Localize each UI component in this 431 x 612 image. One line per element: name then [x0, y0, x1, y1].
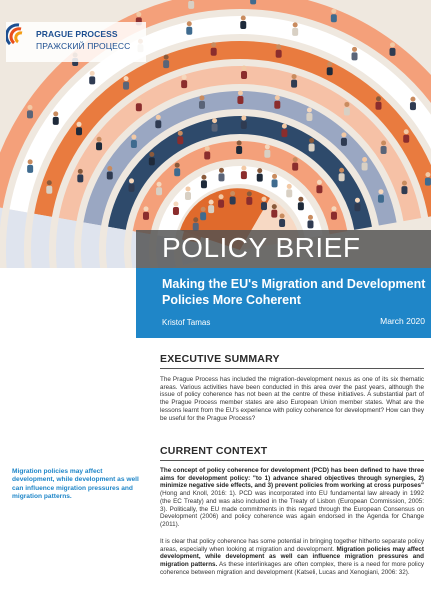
- coherence-highlight: Migration policies may affect development, while development as well can influence migration pressures and migration patterns.: [160, 545, 424, 569]
- pcd-history: (Hong and Knoll, 2016: 1). PCD was incorporated into EU fundamental law already in 1992 (the EC Treaty) and was also included in the Treaty of Lisbon (European Commission, 2005: 3). Politically, the EU made commitments in this regard through the European Consensus on Development (2006) and policy coherence was again endorsed in the Agenda for Change (2011).: [160, 490, 424, 528]
- seated-person-head: [280, 214, 285, 219]
- seated-person-head: [331, 206, 336, 211]
- seated-person-head: [156, 115, 161, 120]
- seated-person-body: [212, 124, 218, 132]
- seated-person-body: [257, 174, 263, 182]
- seated-person-body: [279, 219, 285, 227]
- seated-person-body: [264, 150, 270, 158]
- seated-person-body: [89, 76, 95, 84]
- seated-person-body: [362, 162, 368, 170]
- publication-date: March 2020: [380, 316, 425, 326]
- seating-row-aisle: [40, 215, 47, 268]
- seated-person-head: [381, 140, 386, 145]
- seated-person-head: [261, 197, 266, 202]
- seated-person-body: [173, 207, 179, 215]
- seated-person-body: [327, 67, 333, 75]
- seated-person-head: [212, 118, 217, 123]
- seated-person-body: [339, 173, 345, 181]
- seated-person-head: [265, 144, 270, 149]
- seated-person-head: [28, 159, 33, 164]
- seated-person-head: [390, 42, 395, 47]
- seated-person-body: [236, 146, 242, 154]
- seated-person-body: [261, 202, 267, 210]
- seated-person-body: [128, 184, 134, 192]
- seated-person-body: [241, 71, 247, 79]
- seating-row-aisle: [65, 220, 71, 268]
- seated-person-head: [187, 21, 192, 26]
- seated-person-body: [341, 138, 347, 146]
- seated-person-body: [298, 202, 304, 210]
- section-divider: [160, 460, 424, 461]
- seated-person-body: [281, 129, 287, 137]
- title-banner: [136, 230, 431, 268]
- seated-person-head: [175, 163, 180, 168]
- seated-person-head: [164, 55, 169, 60]
- seated-person-head: [157, 182, 162, 187]
- seated-person-head: [298, 197, 303, 202]
- executive-summary-heading: EXECUTIVE SUMMARY: [160, 353, 280, 365]
- logo-text-en: PRAGUE PROCESS: [36, 29, 118, 39]
- seated-person-head: [211, 42, 216, 47]
- section-divider: [160, 368, 424, 369]
- seated-person-body: [208, 205, 214, 213]
- seated-person-body: [354, 203, 360, 211]
- seated-person-body: [292, 28, 298, 36]
- seated-person-head: [241, 166, 246, 171]
- seated-person-body: [276, 50, 282, 58]
- seated-person-body: [149, 157, 155, 165]
- seated-person-head: [97, 137, 102, 142]
- seated-person-head: [149, 152, 154, 157]
- seated-person-head: [193, 217, 198, 222]
- seated-person-body: [218, 200, 224, 208]
- seated-person-body: [286, 189, 292, 197]
- seated-person-head: [327, 62, 332, 67]
- seated-person-body: [27, 165, 33, 173]
- seated-person-body: [218, 173, 224, 181]
- seated-person-head: [230, 191, 235, 196]
- seated-person-body: [177, 136, 183, 144]
- logo-text-ru: ПРАЖСКИЙ ПРОЦЕСС: [36, 41, 131, 51]
- seated-person-body: [201, 180, 207, 188]
- seated-person-body: [163, 60, 169, 68]
- seated-person-body: [309, 144, 315, 152]
- seated-person-body: [156, 187, 162, 195]
- seated-person-head: [352, 47, 357, 52]
- seated-person-body: [331, 212, 337, 220]
- seated-person-head: [107, 166, 112, 171]
- seated-person-head: [143, 206, 148, 211]
- seated-person-head: [378, 189, 383, 194]
- seated-person-body: [352, 52, 358, 60]
- pull-quote: Migration policies may affect development, while development as well can influence migration pressures and migration patterns.: [12, 468, 139, 501]
- seated-person-body: [76, 127, 82, 135]
- seated-person-head: [186, 186, 191, 191]
- seated-person-body: [181, 80, 187, 88]
- seated-person-body: [186, 27, 192, 35]
- seated-person-head: [309, 138, 314, 143]
- seated-person-head: [129, 178, 134, 183]
- seated-person-head: [339, 168, 344, 173]
- seated-person-body: [344, 107, 350, 115]
- seated-person-head: [287, 184, 292, 189]
- seated-person-head: [362, 157, 367, 162]
- seating-row-aisle: [115, 228, 119, 268]
- seated-person-body: [378, 195, 384, 203]
- seated-person-body: [316, 185, 322, 193]
- seated-person-body: [123, 82, 129, 90]
- seated-person-body: [250, 0, 256, 4]
- seated-person-body: [274, 101, 280, 109]
- seated-person-body: [425, 178, 431, 186]
- seated-person-head: [242, 66, 247, 71]
- seated-person-head: [293, 157, 298, 162]
- coherence-intro: It is clear that policy coherence has some potential in bringing together hitherto separate policy areas, especially when looking at migration and development.: [160, 538, 424, 553]
- current-context-paragraph-2: [160, 538, 424, 577]
- seated-person-body: [271, 210, 277, 218]
- seated-person-body: [77, 174, 83, 182]
- seated-person-head: [402, 181, 407, 186]
- seated-person-body: [246, 197, 252, 205]
- seated-person-body: [307, 220, 313, 228]
- logo-mark-icon: [6, 22, 32, 52]
- executive-summary-text: The Prague Process has included the migration-development nexus as one of its six thematic areas. Various activities have been conducted in this area over the past years, although the issue of policy coherence has not been at the centre of these initiatives. A substantial part of the Prague Process member states are also European Union member states. What are the lessons learnt from the EU's experience with policy coherence for development? How can they be useful for the Prague Process?: [160, 376, 424, 422]
- coherence-rest: As these interlinkages are often complex, there is a need for more policy coherence between migration and development (Katseli, Lucas and Xenogiani, 2006: 32).: [160, 561, 424, 576]
- seated-person-head: [77, 122, 82, 127]
- seated-person-head: [344, 102, 349, 107]
- seated-person-head: [136, 12, 141, 17]
- seating-row-aisle: [90, 224, 95, 268]
- seated-person-head: [272, 204, 277, 209]
- seated-person-head: [173, 201, 178, 206]
- seated-person-body: [272, 179, 278, 187]
- seated-person-body: [410, 102, 416, 110]
- seated-person-head: [317, 180, 322, 185]
- seated-person-head: [201, 175, 206, 180]
- seated-person-body: [46, 186, 52, 194]
- seated-person-head: [124, 76, 129, 81]
- seated-person-body: [185, 192, 191, 200]
- seated-person-body: [390, 48, 396, 56]
- seated-person-body: [143, 212, 149, 220]
- seated-person-head: [238, 91, 243, 96]
- seated-person-body: [107, 172, 113, 180]
- seated-person-body: [241, 121, 247, 129]
- document-type-title: POLICY BRIEF: [162, 232, 361, 263]
- seated-person-head: [78, 169, 83, 174]
- seated-person-body: [292, 163, 298, 171]
- seated-person-head: [257, 168, 262, 173]
- seated-person-head: [276, 44, 281, 49]
- brief-title: Making the EU's Migration and Development Policies More Coherent: [162, 277, 426, 307]
- seated-person-body: [155, 120, 161, 128]
- seated-person-head: [131, 134, 136, 139]
- seated-person-head: [425, 172, 430, 177]
- pcd-definition: The concept of policy coherence for development (PCD) has been defined to have three aims for development policy: "to 1) advance shared objectives through synergies, 2) minimize negative side effects, and 3) prevent policies from working at cross purposes": [160, 467, 424, 490]
- seated-person-head: [275, 95, 280, 100]
- seated-person-head: [410, 97, 415, 102]
- seated-person-body: [96, 142, 102, 150]
- seated-person-body: [401, 186, 407, 194]
- seated-person-head: [178, 131, 183, 136]
- seated-person-head: [219, 194, 224, 199]
- seated-person-head: [136, 98, 141, 103]
- current-context-paragraph-1: [160, 467, 424, 529]
- seated-person-head: [209, 200, 214, 205]
- seated-person-body: [240, 21, 246, 29]
- seated-person-head: [404, 129, 409, 134]
- seated-person-body: [211, 48, 217, 56]
- seated-person-head: [47, 180, 52, 185]
- seated-person-body: [375, 102, 381, 110]
- seated-person-body: [136, 103, 142, 111]
- seated-person-head: [293, 22, 298, 27]
- seated-person-head: [247, 191, 252, 196]
- seated-person-body: [381, 146, 387, 154]
- seated-person-head: [341, 132, 346, 137]
- seated-person-body: [27, 110, 33, 118]
- seated-person-head: [182, 75, 187, 80]
- author-name: Kristof Tamas: [162, 318, 211, 327]
- seated-person-body: [53, 117, 59, 125]
- seated-person-head: [237, 141, 242, 146]
- seated-person-head: [90, 71, 95, 76]
- seated-person-head: [205, 146, 210, 151]
- seated-person-body: [291, 80, 297, 88]
- cover-image: [0, 0, 431, 268]
- seated-person-body: [204, 152, 210, 160]
- seated-person-body: [230, 197, 236, 205]
- seated-person-body: [199, 101, 205, 109]
- prague-process-logo: [6, 22, 146, 62]
- seated-person-body: [174, 168, 180, 176]
- seated-person-body: [306, 113, 312, 121]
- seated-person-head: [308, 215, 313, 220]
- seated-person-head: [219, 168, 224, 173]
- seated-person-body: [188, 1, 194, 9]
- seated-person-head: [355, 198, 360, 203]
- seating-row-aisle: [15, 211, 23, 268]
- seated-person-head: [201, 207, 206, 212]
- subtitle-box: [136, 268, 431, 338]
- seated-person-body: [131, 140, 137, 148]
- seated-person-head: [307, 108, 312, 113]
- current-context-heading: CURRENT CONTEXT: [160, 445, 268, 457]
- seated-person-head: [292, 74, 297, 79]
- seated-person-head: [272, 174, 277, 179]
- seated-person-head: [376, 96, 381, 101]
- seated-person-head: [27, 105, 32, 110]
- seated-person-body: [241, 171, 247, 179]
- seated-person-body: [403, 135, 409, 143]
- seated-person-body: [200, 212, 206, 220]
- seated-person-body: [331, 14, 337, 22]
- seated-person-head: [53, 111, 58, 116]
- seated-person-head: [199, 95, 204, 100]
- seated-person-body: [237, 96, 243, 104]
- seated-person-head: [241, 16, 246, 21]
- seated-person-head: [241, 116, 246, 121]
- seated-person-head: [331, 9, 336, 14]
- seated-person-head: [282, 124, 287, 129]
